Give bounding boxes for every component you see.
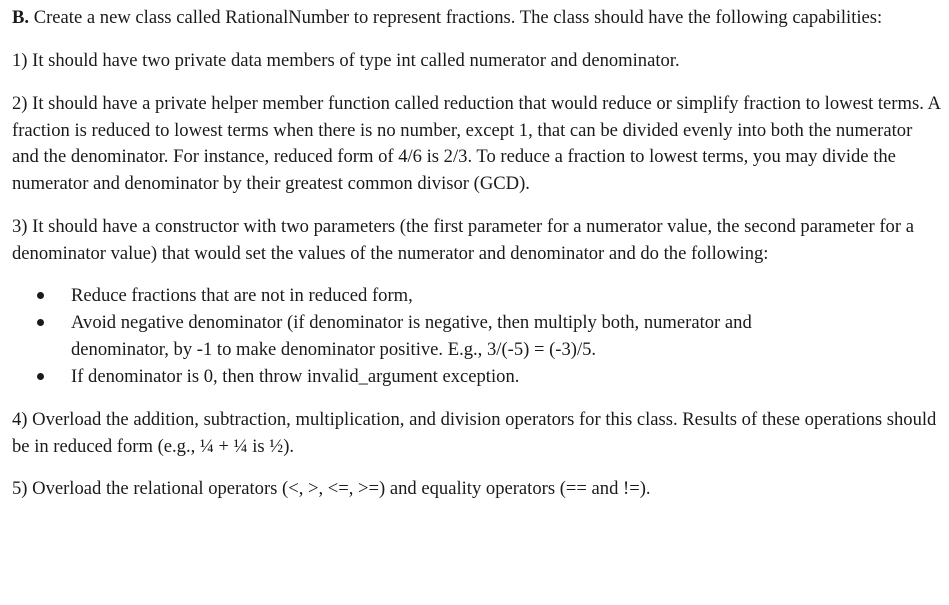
bullet-item-negative-denominator [12,309,831,363]
bullet-item-zero-denominator [12,363,831,390]
requirement-5: 5) Overload the relational operators (<, >, <=, >=) and equality operators (== and !=). [12,478,651,499]
bullet-item-reduce [12,282,831,309]
requirement-3: 3) It should have a constructor with two parameters (the first parameter for a numerator value, the second parameter for a denominator value) that would set the values of the numerator and denominator and do the following: [12,216,914,264]
requirement-2: 2) It should have a private helper member function called reduction that would reduce or simplify fraction to lowest terms. A fraction is reduced to lowest terms when there is no number, except 1, that can be divided evenly into both the numerator and the denominator. For instance, reduced form of 4/6 is 2/3. To reduce a fraction to lowest terms, you may divide the numerator and denominator by their greatest common divisor (GCD). [12,93,940,194]
document [12,5,942,503]
requirement-1: 1) It should have two private data members of type int called numerator and denominator. [12,49,680,71]
constructor-bullet-list [12,282,942,390]
requirement-4: 4) Overload the addition, subtraction, multiplication, and division operators for this class. Results of these operations should be in reduced form (e.g., ¼ + ¼ is ½). [12,409,937,457]
bullet-text: If denominator is 0, then throw invalid_argument exception. [71,366,520,387]
section-letter: B. [12,7,30,28]
bullet-dot-icon [37,292,44,299]
intro-paragraph [12,5,942,32]
bullet-text: Reduce fractions that are not in reduced form, [71,285,413,306]
intro-text: Create a new class called RationalNumber to represent fractions. The class should have the following capabilities: [29,7,883,28]
bullet-dot-icon [37,319,44,326]
bullet-text: Avoid negative denominator (if denominator is negative, then multiply both, numerator and denominator, by -1 to make denominator positive. E.g., 3/(-5) = (-3)/5. [71,312,752,360]
bullet-dot-icon [37,373,44,380]
